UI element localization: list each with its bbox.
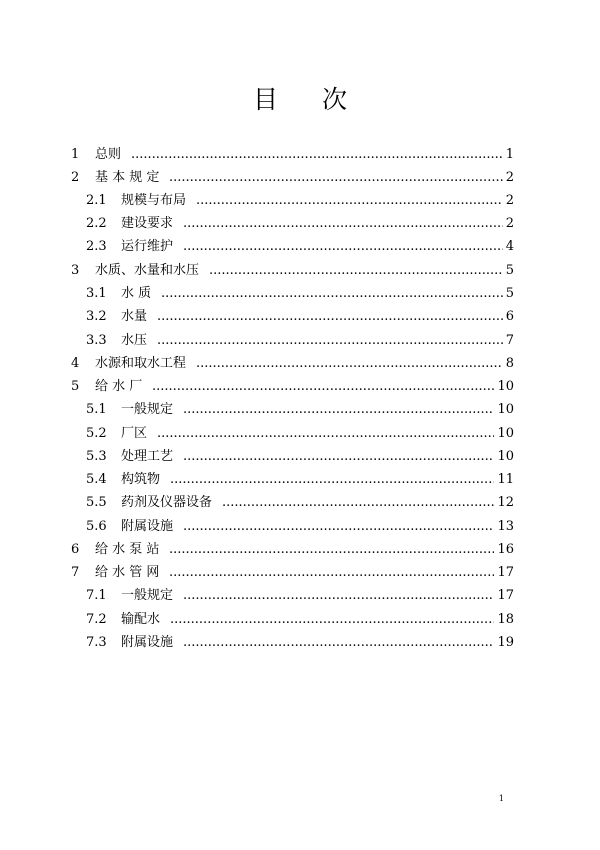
- toc-entry[interactable]: [0, 236, 600, 258]
- toc-entry-page: 6: [505, 309, 514, 324]
- toc-entry[interactable]: [0, 469, 600, 491]
- toc-entry-label: 水 质: [121, 286, 152, 301]
- toc-leader-dots: [169, 539, 494, 561]
- toc-entry-label: 附属设施: [121, 635, 174, 650]
- toc-leader-dots: [169, 167, 503, 189]
- toc-leader-dots: [183, 213, 503, 235]
- toc-entry-number: 3.1: [86, 286, 107, 301]
- toc-entry-number: 5.4: [86, 472, 107, 487]
- toc-entry-number: 2.2: [86, 216, 107, 231]
- toc-entry[interactable]: [0, 539, 600, 561]
- toc-entry-number: 3.3: [86, 333, 107, 348]
- toc-entry[interactable]: [0, 144, 600, 166]
- toc-leader-dots: [183, 399, 494, 421]
- toc-leader-dots: [170, 469, 494, 491]
- toc-entry-number: 6: [71, 542, 80, 557]
- toc-entry-number: 7: [71, 565, 80, 580]
- toc-entry-page: 5: [505, 286, 514, 301]
- toc-entry-page: 13: [497, 519, 514, 534]
- toc-entry-label: 处理工艺: [121, 449, 174, 464]
- toc-entry[interactable]: [0, 376, 600, 398]
- toc-entry-number: 7.2: [86, 612, 107, 627]
- toc-leader-dots: [183, 236, 503, 258]
- toc-entry-page: 8: [505, 356, 514, 371]
- toc-entry-number: 1: [71, 147, 80, 162]
- toc-leader-dots: [183, 585, 494, 607]
- toc-entry-label: 基 本 规 定: [95, 170, 160, 185]
- toc-entry-label: 给 水 厂: [95, 379, 143, 394]
- toc-entry-number: 7.1: [86, 588, 107, 603]
- toc-entry-label: 水压: [121, 333, 148, 348]
- toc-entry-label: 运行维护: [121, 239, 174, 254]
- toc-leader-dots: [169, 562, 494, 584]
- toc-entry-number: 3.2: [86, 309, 107, 324]
- toc-leader-dots: [157, 330, 503, 352]
- toc-entry-number: 4: [71, 356, 80, 371]
- toc-entry-label: 厂区: [121, 426, 148, 441]
- toc-entry-page: 10: [497, 449, 514, 464]
- toc-entry-label: 给 水 管 网: [95, 565, 160, 580]
- toc-entry-number: 5.2: [86, 426, 107, 441]
- toc-entry-label: 一般规定: [121, 588, 174, 603]
- toc-leader-dots: [183, 632, 494, 654]
- toc-leader-dots: [157, 306, 503, 328]
- toc-entry-number: 2.3: [86, 239, 107, 254]
- toc-leader-dots: [196, 353, 503, 375]
- toc-entry-page: 2: [505, 216, 514, 231]
- toc-entry-label: 构筑物: [121, 472, 161, 487]
- toc-entry-label: 给 水 泵 站: [95, 542, 160, 557]
- toc-entry-number: 5: [71, 379, 80, 394]
- page-title: [0, 80, 600, 116]
- toc-entry-page: 1: [505, 147, 514, 162]
- toc-entry[interactable]: [0, 260, 600, 282]
- toc-leader-dots: [157, 423, 494, 445]
- toc-entry[interactable]: [0, 283, 600, 305]
- toc-entry-page: 17: [497, 588, 514, 603]
- toc-leader-dots: [131, 144, 503, 166]
- toc-entry-label: 附属设施: [121, 519, 174, 534]
- toc-entry[interactable]: [0, 213, 600, 235]
- toc-leader-dots: [170, 609, 494, 631]
- toc-leader-dots: [161, 283, 503, 305]
- toc-entry-number: 3: [71, 263, 80, 278]
- toc-entry-page: 2: [505, 170, 514, 185]
- toc-entry-number: 7.3: [86, 635, 107, 650]
- toc-entry-number: 5.5: [86, 495, 107, 510]
- toc-entry[interactable]: [0, 632, 600, 654]
- toc-entry-page: 10: [497, 402, 514, 417]
- toc-entry[interactable]: [0, 399, 600, 421]
- toc-entry-number: 2: [71, 170, 80, 185]
- toc-entry[interactable]: [0, 516, 600, 538]
- toc-leader-dots: [183, 446, 494, 468]
- toc-entry-page: 12: [497, 495, 514, 510]
- toc-entry-page: 10: [497, 379, 514, 394]
- toc-entry[interactable]: [0, 167, 600, 189]
- toc-entry-label: 水量: [121, 309, 148, 324]
- toc-entry-label: 建设要求: [121, 216, 174, 231]
- toc-entry[interactable]: [0, 609, 600, 631]
- toc-entry[interactable]: [0, 446, 600, 468]
- toc-entry[interactable]: [0, 353, 600, 375]
- toc-leader-dots: [183, 516, 494, 538]
- toc-entry[interactable]: [0, 492, 600, 514]
- toc-leader-dots: [209, 260, 503, 282]
- toc-entry[interactable]: [0, 330, 600, 352]
- toc-entry-number: 5.6: [86, 519, 107, 534]
- toc-entry[interactable]: [0, 306, 600, 328]
- toc-entry-label: 水质、水量和水压: [95, 263, 200, 278]
- toc-entry[interactable]: [0, 562, 600, 584]
- toc-entry[interactable]: [0, 190, 600, 212]
- toc-entry-label: 总则: [95, 147, 122, 162]
- toc-entry-label: 规模与布局: [121, 193, 187, 208]
- toc-entry-page: 5: [505, 263, 514, 278]
- toc-entry-number: 5.1: [86, 402, 107, 417]
- toc-entry-number: 5.3: [86, 449, 107, 464]
- toc-entry-page: 2: [505, 193, 514, 208]
- toc-entry-page: 7: [505, 333, 514, 348]
- toc-entry[interactable]: [0, 585, 600, 607]
- toc-leader-dots: [196, 190, 503, 212]
- toc-entry[interactable]: [0, 423, 600, 445]
- toc-entry-page: 18: [497, 612, 514, 627]
- toc-entry-page: 19: [497, 635, 514, 650]
- toc-leader-dots: [222, 492, 494, 514]
- toc-entry-page: 16: [497, 542, 514, 557]
- title-char-left: 目: [252, 85, 278, 114]
- toc-entry-number: 2.1: [86, 193, 107, 208]
- toc-entry-label: 一般规定: [121, 402, 174, 417]
- toc-entry-page: 17: [497, 565, 514, 580]
- toc-leader-dots: [152, 376, 494, 398]
- toc-entry-page: 4: [505, 239, 514, 254]
- toc-entry-label: 药剂及仪器设备: [121, 495, 213, 510]
- toc-entry-page: 10: [497, 426, 514, 441]
- title-char-right: 次: [322, 85, 348, 114]
- toc-entry-page: 11: [497, 472, 514, 487]
- toc-entry-label: 输配水: [121, 612, 161, 627]
- page-number-footer: 1: [498, 794, 504, 803]
- toc-entry-label: 水源和取水工程: [95, 356, 187, 371]
